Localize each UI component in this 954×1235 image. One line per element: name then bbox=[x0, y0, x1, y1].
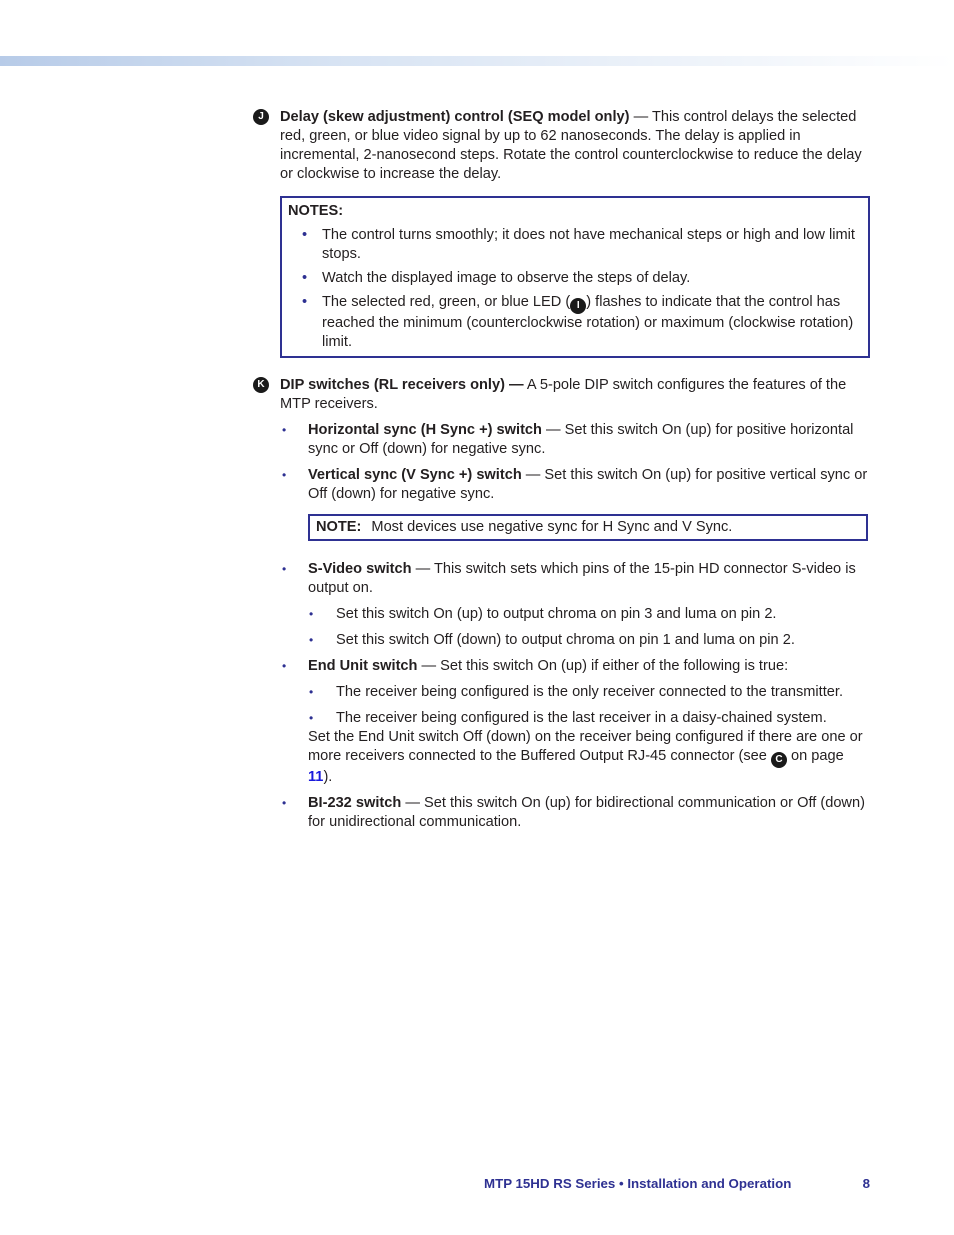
sync-note-text: Most devices use negative sync for H Sync and V Sync. bbox=[371, 519, 733, 535]
callout-i-icon: I bbox=[570, 298, 586, 314]
section-dip-switches bbox=[257, 376, 870, 832]
note-text: The control turns smoothly; it does not have mechanical steps or high and low limit stops. bbox=[322, 227, 855, 262]
delay-text: — This control delays the selected red, green, or blue video signal by up to 62 nanoseconds. The delay is applied in incremental, 2-nanosecond steps. Rotate the control counterclockwise to reduce the delay or clockwise to increase the delay. bbox=[280, 109, 862, 182]
notes-title: NOTES: bbox=[288, 203, 344, 219]
note-item bbox=[322, 226, 862, 264]
sync-note-label: NOTE: bbox=[316, 519, 362, 535]
sub-item: • The receiver being configured is the only receiver connected to the transmitter. bbox=[336, 683, 870, 702]
endunit-title: End Unit switch bbox=[308, 658, 418, 674]
sub-item: • Set this switch Off (down) to output chroma on pin 1 and luma on pin 2. bbox=[336, 631, 870, 650]
notes-box bbox=[280, 196, 870, 358]
vsync-title: Vertical sync (V Sync +) switch bbox=[308, 467, 522, 483]
sub-item: • Set this switch On (up) to output chroma on pin 3 and luma on pin 2. bbox=[336, 605, 870, 624]
svideo-title: S-Video switch bbox=[308, 561, 412, 577]
note-item bbox=[322, 293, 862, 352]
svideo-text: — This switch sets which pins of the 15-pin HD connector S-video is output on. bbox=[308, 561, 856, 596]
header-gradient-bar bbox=[0, 56, 954, 66]
sync-note-box bbox=[308, 514, 868, 541]
svideo-sub-list bbox=[308, 605, 870, 650]
hsync-text: — Set this switch On (up) for positive horizontal sync or Off (down) for negative sync. bbox=[308, 422, 854, 457]
note-text-after: ) flashes to indicate that the control has reached the minimum (counterclockwise rotation) or maximum (clockwise rotation) limit. bbox=[322, 294, 854, 350]
dip-paragraph bbox=[280, 376, 870, 414]
hsync-title: Horizontal sync (H Sync +) switch bbox=[308, 422, 542, 438]
switch-item-svideo bbox=[308, 560, 870, 650]
endunit-sub-list bbox=[308, 683, 870, 728]
note-text: Watch the displayed image to observe the steps of delay. bbox=[322, 270, 691, 286]
bi232-title: BI-232 switch bbox=[308, 795, 402, 811]
page-number: 8 bbox=[862, 1176, 870, 1191]
page-content bbox=[257, 108, 870, 832]
vsync-text: — Set this switch On (up) for positive vertical sync or Off (down) for negative sync. bbox=[308, 467, 868, 502]
delay-paragraph bbox=[280, 108, 870, 184]
switch-item-hsync bbox=[308, 421, 870, 459]
delay-heading: Delay (skew adjustment) control (SEQ model only) bbox=[280, 109, 630, 125]
dip-text: A 5-pole DIP switch configures the features of the MTP receivers. bbox=[280, 377, 847, 412]
switch-item-endunit bbox=[308, 657, 870, 787]
switch-list bbox=[280, 421, 870, 832]
page-link[interactable]: 11 bbox=[308, 769, 324, 785]
page-footer bbox=[484, 1174, 870, 1193]
bi232-text: — Set this switch On (up) for bidirectional communication or Off (down) for unidirectional communication. bbox=[308, 795, 865, 830]
callout-k-icon: K bbox=[253, 377, 269, 393]
note-item bbox=[322, 269, 862, 288]
endunit-para-before: Set the End Unit switch Off (down) on the receiver being configured if there are one or more receivers connected to the Buffered Output RJ-45 connector (see bbox=[308, 729, 863, 764]
endunit-text: — Set this switch On (up) if either of the following is true: bbox=[417, 658, 789, 674]
notes-list bbox=[288, 226, 862, 352]
dip-heading: DIP switches (RL receivers only) — bbox=[280, 377, 524, 393]
section-delay-control bbox=[258, 108, 870, 358]
callout-c-icon: C bbox=[771, 752, 787, 768]
switch-item-bi232 bbox=[308, 794, 870, 832]
switch-item-vsync bbox=[308, 466, 870, 541]
note-text-before: The selected red, green, or blue LED ( bbox=[322, 294, 571, 310]
footer-title: MTP 15HD RS Series • Installation and Operation bbox=[484, 1176, 792, 1191]
endunit-para-mid: on page bbox=[786, 748, 844, 764]
endunit-paragraph bbox=[308, 728, 870, 787]
endunit-para-after: ). bbox=[323, 769, 333, 785]
callout-j-icon: J bbox=[253, 109, 269, 125]
sub-item: • The receiver being configured is the last receiver in a daisy-chained system. bbox=[336, 709, 870, 728]
